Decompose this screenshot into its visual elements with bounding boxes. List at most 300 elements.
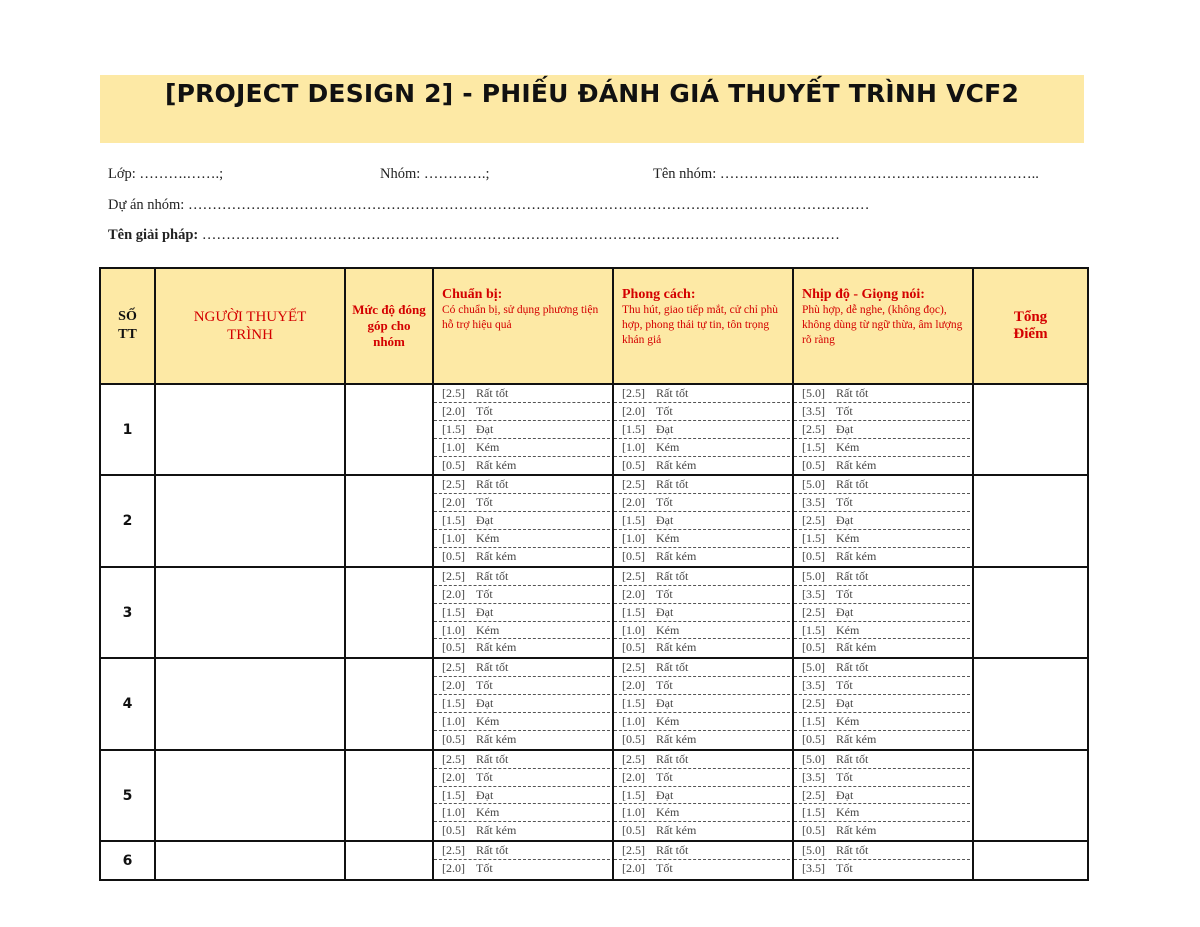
score-label: Đạt — [656, 787, 674, 802]
score-value: [1.5] — [442, 421, 465, 436]
score-option[interactable] — [434, 385, 610, 403]
score-label: Đạt — [656, 604, 674, 619]
score-option[interactable] — [794, 787, 970, 805]
score-option[interactable] — [614, 769, 790, 787]
score-label: Rất tốt — [836, 568, 869, 583]
score-option[interactable] — [794, 842, 970, 860]
score-label: Đạt — [656, 696, 674, 711]
score-option[interactable] — [434, 677, 610, 695]
score-label: Đạt — [476, 696, 494, 711]
score-value: [2.0] — [622, 403, 645, 418]
score-label: Rất tốt — [656, 477, 689, 492]
score-option[interactable] — [794, 586, 970, 604]
score-value: [2.0] — [622, 678, 645, 693]
score-value: [0.5] — [802, 457, 825, 472]
score-option[interactable] — [434, 476, 610, 494]
score-value: [5.0] — [802, 568, 825, 583]
score-label: Rất tốt — [836, 477, 869, 492]
score-option[interactable] — [614, 751, 790, 769]
score-label: Kém — [656, 439, 680, 454]
score-option[interactable] — [614, 622, 790, 640]
criteria-cell-chuan-bi — [433, 384, 613, 475]
presenter-name-cell[interactable] — [155, 841, 345, 880]
table-body — [100, 384, 1088, 880]
lop-field: Lớp: ……….…….; — [108, 166, 224, 182]
contribution-cell[interactable] — [345, 658, 433, 749]
header-tong-diem-label: Tổng Điểm — [1013, 309, 1048, 342]
score-value: [2.5] — [622, 751, 645, 766]
score-label: Đạt — [836, 696, 854, 711]
score-value: [1.5] — [622, 513, 645, 528]
score-value: [2.5] — [442, 843, 465, 858]
giai-phap-field — [108, 227, 840, 244]
score-option[interactable] — [794, 385, 970, 403]
score-option[interactable] — [614, 659, 790, 677]
score-option[interactable] — [794, 604, 970, 622]
score-option[interactable] — [434, 530, 610, 548]
score-option[interactable] — [614, 530, 790, 548]
score-label: Rất tốt — [476, 386, 509, 400]
score-option[interactable] — [794, 403, 970, 421]
header-so-tt-line2: TT — [118, 327, 137, 342]
score-label: Đạt — [476, 421, 494, 436]
score-value: [2.0] — [622, 769, 645, 784]
score-value: [2.5] — [442, 751, 465, 766]
row-number: 4 — [100, 658, 155, 749]
score-value: [2.5] — [802, 513, 825, 528]
table-row — [100, 658, 1088, 749]
score-label: Tốt — [476, 586, 493, 601]
table-row — [100, 750, 1088, 841]
score-option[interactable] — [434, 568, 610, 586]
score-label: Kém — [476, 531, 500, 546]
score-option[interactable] — [794, 439, 970, 457]
score-value: [2.0] — [622, 495, 645, 510]
criteria-cell-phong-cach — [613, 384, 793, 475]
score-value: [2.5] — [802, 604, 825, 619]
score-label: Tốt — [476, 861, 493, 876]
score-label: Rất tốt — [836, 751, 869, 766]
score-option[interactable] — [794, 860, 970, 878]
score-value: [3.5] — [802, 495, 825, 510]
score-value: [5.0] — [802, 477, 825, 492]
score-option[interactable] — [794, 568, 970, 586]
score-value: [5.0] — [802, 660, 825, 675]
score-label: Kém — [476, 439, 500, 454]
score-value: [3.5] — [802, 403, 825, 418]
header-muc-do — [345, 268, 433, 384]
criteria-cell-chuan-bi — [433, 567, 613, 658]
score-label: Tốt — [656, 403, 673, 418]
score-label: Kém — [836, 439, 860, 454]
score-label: Kém — [656, 531, 680, 546]
score-label: Tốt — [836, 403, 853, 418]
score-option[interactable] — [434, 751, 610, 769]
score-value: [1.5] — [442, 787, 465, 802]
criteria-cell-chuan-bi — [433, 750, 613, 841]
score-value: [2.5] — [442, 477, 465, 492]
score-label: Đạt — [476, 513, 494, 528]
score-value: [2.5] — [622, 477, 645, 492]
score-label: Rất tốt — [656, 386, 689, 400]
score-label: Rất kém — [656, 549, 697, 564]
score-option[interactable] — [614, 421, 790, 439]
score-label: Tốt — [476, 769, 493, 784]
score-option[interactable] — [794, 476, 970, 494]
score-option[interactable] — [434, 403, 610, 421]
score-value: [0.5] — [802, 731, 825, 746]
score-value: [0.5] — [442, 457, 465, 472]
score-value: [0.5] — [622, 731, 645, 746]
score-label: Rất kém — [476, 731, 517, 746]
criteria-cell-chuan-bi — [433, 841, 613, 880]
score-label: Rất kém — [656, 457, 697, 472]
score-value: [5.0] — [802, 751, 825, 766]
contribution-cell[interactable] — [345, 750, 433, 841]
score-label: Tốt — [836, 678, 853, 693]
criteria-cell-phong-cach — [613, 567, 793, 658]
presenter-name-cell[interactable] — [155, 567, 345, 658]
score-label: Kém — [656, 714, 680, 729]
score-option[interactable] — [794, 512, 970, 530]
score-option[interactable] — [614, 731, 790, 749]
row-number: 2 — [100, 475, 155, 566]
score-label: Rất tốt — [476, 843, 509, 858]
score-option[interactable] — [614, 568, 790, 586]
score-option[interactable] — [434, 548, 610, 566]
score-value: [1.0] — [622, 439, 645, 454]
score-label: Rất kém — [476, 549, 517, 564]
score-option[interactable] — [614, 385, 790, 403]
score-option[interactable] — [434, 713, 610, 731]
header-phong-cach — [613, 268, 793, 384]
header-chuan-bi-desc: Có chuẩn bị, sử dụng phương tiện hỗ trợ hiệu quả — [442, 304, 599, 331]
header-so-tt-line1: SỐ — [118, 309, 137, 324]
score-option[interactable] — [794, 639, 970, 657]
giai-phap-label: Tên giải pháp: — [108, 227, 199, 243]
criteria-cell-nhip-do — [793, 567, 973, 658]
score-option[interactable] — [794, 421, 970, 439]
score-value: [2.5] — [622, 568, 645, 583]
score-label: Kém — [656, 805, 680, 820]
score-value: [1.0] — [442, 531, 465, 546]
score-label: Rất tốt — [656, 660, 689, 675]
score-option[interactable] — [794, 457, 970, 475]
score-option[interactable] — [434, 639, 610, 657]
score-option[interactable] — [434, 494, 610, 512]
score-value: [1.5] — [442, 604, 465, 619]
total-score-cell[interactable] — [973, 567, 1088, 658]
header-muc-do-label: Mức độ đóng góp cho nhóm — [352, 302, 426, 349]
score-option[interactable] — [434, 659, 610, 677]
score-value: [2.0] — [442, 861, 465, 876]
score-option[interactable] — [794, 622, 970, 640]
table-row — [100, 841, 1088, 880]
score-option[interactable] — [614, 713, 790, 731]
score-value: [5.0] — [802, 843, 825, 858]
score-label: Kém — [476, 805, 500, 820]
score-value: [3.5] — [802, 678, 825, 693]
score-option[interactable] — [614, 476, 790, 494]
score-label: Đạt — [836, 513, 854, 528]
score-option[interactable] — [614, 494, 790, 512]
score-option[interactable] — [614, 586, 790, 604]
score-label: Tốt — [476, 495, 493, 510]
header-nhip-do-title: Nhịp độ - Giọng nói: — [802, 287, 925, 302]
score-option[interactable] — [434, 822, 610, 840]
header-so-tt — [100, 268, 155, 384]
row-number: 6 — [100, 841, 155, 880]
row-number: 5 — [100, 750, 155, 841]
score-label: Tốt — [836, 495, 853, 510]
score-label: Rất tốt — [656, 751, 689, 766]
score-label: Tốt — [656, 861, 673, 876]
score-label: Kém — [836, 714, 860, 729]
score-label: Rất tốt — [836, 660, 869, 675]
score-value: [1.5] — [802, 714, 825, 729]
score-value: [0.5] — [442, 731, 465, 746]
score-value: [1.0] — [442, 805, 465, 820]
score-label: Rất tốt — [476, 477, 509, 492]
score-label: Rất kém — [836, 457, 877, 472]
score-option[interactable] — [794, 494, 970, 512]
score-option[interactable] — [614, 457, 790, 475]
score-value: [1.5] — [622, 421, 645, 436]
score-label: Kém — [836, 805, 860, 820]
score-option[interactable] — [434, 769, 610, 787]
score-label: Rất tốt — [476, 751, 509, 766]
score-value: [2.5] — [802, 696, 825, 711]
criteria-cell-phong-cach — [613, 475, 793, 566]
du-an-field: Dự án nhóm: …………………………………………………………………………………………………………………………… — [108, 197, 870, 213]
score-option[interactable] — [794, 659, 970, 677]
score-option[interactable] — [434, 860, 610, 878]
score-value: [0.5] — [442, 823, 465, 838]
total-score-cell[interactable] — [973, 658, 1088, 749]
score-value: [1.0] — [622, 714, 645, 729]
presenter-name-cell[interactable] — [155, 384, 345, 475]
header-chuan-bi-title: Chuẩn bị: — [442, 287, 503, 302]
score-label: Tốt — [836, 861, 853, 876]
score-value: [2.5] — [802, 421, 825, 436]
score-option[interactable] — [794, 530, 970, 548]
total-score-cell[interactable] — [973, 475, 1088, 566]
score-value: [2.0] — [442, 586, 465, 601]
contribution-cell[interactable] — [345, 384, 433, 475]
row-number: 1 — [100, 384, 155, 475]
ten-nhom-field: Tên nhóm: ……………..………………………………………….. — [653, 166, 1039, 182]
contribution-cell[interactable] — [345, 567, 433, 658]
score-label: Rất kém — [656, 823, 697, 838]
score-option[interactable] — [614, 639, 790, 657]
score-value: [1.0] — [622, 805, 645, 820]
score-option[interactable] — [614, 787, 790, 805]
score-label: Rất tốt — [836, 843, 869, 858]
score-value: [1.5] — [802, 439, 825, 454]
score-option[interactable] — [794, 731, 970, 749]
score-value: [0.5] — [802, 823, 825, 838]
header-nhip-do — [793, 268, 973, 384]
presenter-name-cell[interactable] — [155, 475, 345, 566]
score-option[interactable] — [794, 713, 970, 731]
score-option[interactable] — [794, 548, 970, 566]
score-label: Rất tốt — [476, 660, 509, 675]
score-option[interactable] — [614, 439, 790, 457]
score-value: [2.5] — [622, 386, 645, 400]
table-row — [100, 475, 1088, 566]
criteria-cell-phong-cach — [613, 841, 793, 880]
score-label: Kém — [476, 622, 500, 637]
score-value: [1.5] — [442, 513, 465, 528]
score-label: Rất tốt — [656, 843, 689, 858]
score-label: Tốt — [656, 769, 673, 784]
title-band — [100, 75, 1084, 143]
score-value: [1.5] — [622, 787, 645, 802]
score-value: [0.5] — [442, 640, 465, 655]
score-option[interactable] — [434, 586, 610, 604]
header-phong-cach-desc: Thu hút, giao tiếp mắt, cử chỉ phù hợp, phong thái tự tin, tôn trọng khán giả — [622, 304, 779, 346]
score-option[interactable] — [614, 548, 790, 566]
criteria-cell-nhip-do — [793, 750, 973, 841]
score-value: [2.0] — [442, 769, 465, 784]
page-title: [PROJECT DESIGN 2] - PHIẾU ĐÁNH GIÁ THUYẾT TRÌNH VCF2 — [164, 79, 1020, 108]
score-option[interactable] — [614, 804, 790, 822]
header-nguoi-thuyet-trinh — [155, 268, 345, 384]
score-label: Kém — [836, 531, 860, 546]
header-row — [100, 268, 1088, 384]
nhom-field: Nhóm: ………….; — [380, 166, 490, 182]
criteria-cell-nhip-do — [793, 384, 973, 475]
contribution-cell[interactable] — [345, 841, 433, 880]
score-option[interactable] — [434, 787, 610, 805]
score-value: [2.0] — [442, 678, 465, 693]
table-row — [100, 567, 1088, 658]
score-label: Tốt — [656, 495, 673, 510]
score-option[interactable] — [614, 677, 790, 695]
score-option[interactable] — [794, 751, 970, 769]
score-value: [3.5] — [802, 769, 825, 784]
score-option[interactable] — [794, 769, 970, 787]
score-label: Đạt — [836, 787, 854, 802]
score-value: [1.5] — [622, 604, 645, 619]
score-value: [1.5] — [622, 696, 645, 711]
score-label: Rất kém — [656, 640, 697, 655]
score-label: Rất tốt — [476, 568, 509, 583]
score-label: Kém — [476, 714, 500, 729]
score-value: [2.0] — [442, 495, 465, 510]
score-label: Rất kém — [476, 457, 517, 472]
score-option[interactable] — [794, 822, 970, 840]
score-label: Kém — [656, 622, 680, 637]
criteria-cell-phong-cach — [613, 658, 793, 749]
score-label: Kém — [836, 622, 860, 637]
criteria-cell-nhip-do — [793, 475, 973, 566]
score-label: Rất kém — [836, 823, 877, 838]
score-option[interactable] — [434, 421, 610, 439]
score-option[interactable] — [434, 457, 610, 475]
score-label: Rất kém — [656, 731, 697, 746]
score-option[interactable] — [614, 512, 790, 530]
score-value: [0.5] — [802, 640, 825, 655]
score-value: [3.5] — [802, 586, 825, 601]
criteria-cell-nhip-do — [793, 841, 973, 880]
score-option[interactable] — [614, 842, 790, 860]
giai-phap-dots: …………………………………………………………………………………………………………………… — [198, 227, 840, 243]
score-option[interactable] — [614, 860, 790, 878]
score-option[interactable] — [794, 804, 970, 822]
score-option[interactable] — [434, 731, 610, 749]
score-option[interactable] — [614, 604, 790, 622]
score-label: Tốt — [476, 678, 493, 693]
score-value: [2.5] — [622, 660, 645, 675]
evaluation-table — [99, 267, 1089, 881]
score-value: [0.5] — [442, 549, 465, 564]
score-option[interactable] — [434, 622, 610, 640]
score-option[interactable] — [434, 512, 610, 530]
score-option[interactable] — [614, 822, 790, 840]
score-value: [1.5] — [802, 531, 825, 546]
score-label: Rất kém — [836, 549, 877, 564]
score-value: [2.5] — [442, 386, 465, 400]
score-value: [1.0] — [442, 622, 465, 637]
score-label: Tốt — [656, 586, 673, 601]
score-value: [1.0] — [442, 439, 465, 454]
row-number: 3 — [100, 567, 155, 658]
score-value: [0.5] — [622, 823, 645, 838]
criteria-cell-phong-cach — [613, 750, 793, 841]
score-value: [2.5] — [442, 568, 465, 583]
score-value: [0.5] — [622, 457, 645, 472]
score-option[interactable] — [794, 677, 970, 695]
contribution-cell[interactable] — [345, 475, 433, 566]
score-label: Tốt — [836, 769, 853, 784]
criteria-cell-chuan-bi — [433, 658, 613, 749]
score-value: [2.5] — [442, 660, 465, 675]
total-score-cell[interactable] — [973, 384, 1088, 475]
score-option[interactable] — [434, 695, 610, 713]
presenter-name-cell[interactable] — [155, 750, 345, 841]
score-value: [1.5] — [802, 622, 825, 637]
header-tong-diem — [973, 268, 1088, 384]
presenter-name-cell[interactable] — [155, 658, 345, 749]
header-nhip-do-desc: Phù hợp, dễ nghe, (không đọc), không dùng từ ngữ thừa, âm lượng rõ ràng — [802, 304, 963, 346]
score-value: [0.5] — [622, 640, 645, 655]
score-value: [5.0] — [802, 386, 825, 400]
score-value: [2.0] — [622, 586, 645, 601]
total-score-cell[interactable] — [973, 841, 1088, 880]
score-value: [1.5] — [442, 696, 465, 711]
criteria-cell-chuan-bi — [433, 475, 613, 566]
score-value: [2.5] — [802, 787, 825, 802]
score-value: [1.5] — [802, 805, 825, 820]
header-phong-cach-title: Phong cách: — [622, 287, 696, 302]
criteria-cell-nhip-do — [793, 658, 973, 749]
score-option[interactable] — [614, 695, 790, 713]
score-value: [3.5] — [802, 861, 825, 876]
score-option[interactable] — [434, 804, 610, 822]
score-label: Rất kém — [836, 731, 877, 746]
score-option[interactable] — [434, 604, 610, 622]
score-option[interactable] — [794, 695, 970, 713]
score-label: Rất tốt — [836, 386, 869, 400]
score-option[interactable] — [614, 403, 790, 421]
score-value: [1.0] — [442, 714, 465, 729]
total-score-cell[interactable] — [973, 750, 1088, 841]
score-option[interactable] — [434, 439, 610, 457]
score-label: Đạt — [476, 604, 494, 619]
score-label: Đạt — [656, 513, 674, 528]
score-option[interactable] — [434, 842, 610, 860]
